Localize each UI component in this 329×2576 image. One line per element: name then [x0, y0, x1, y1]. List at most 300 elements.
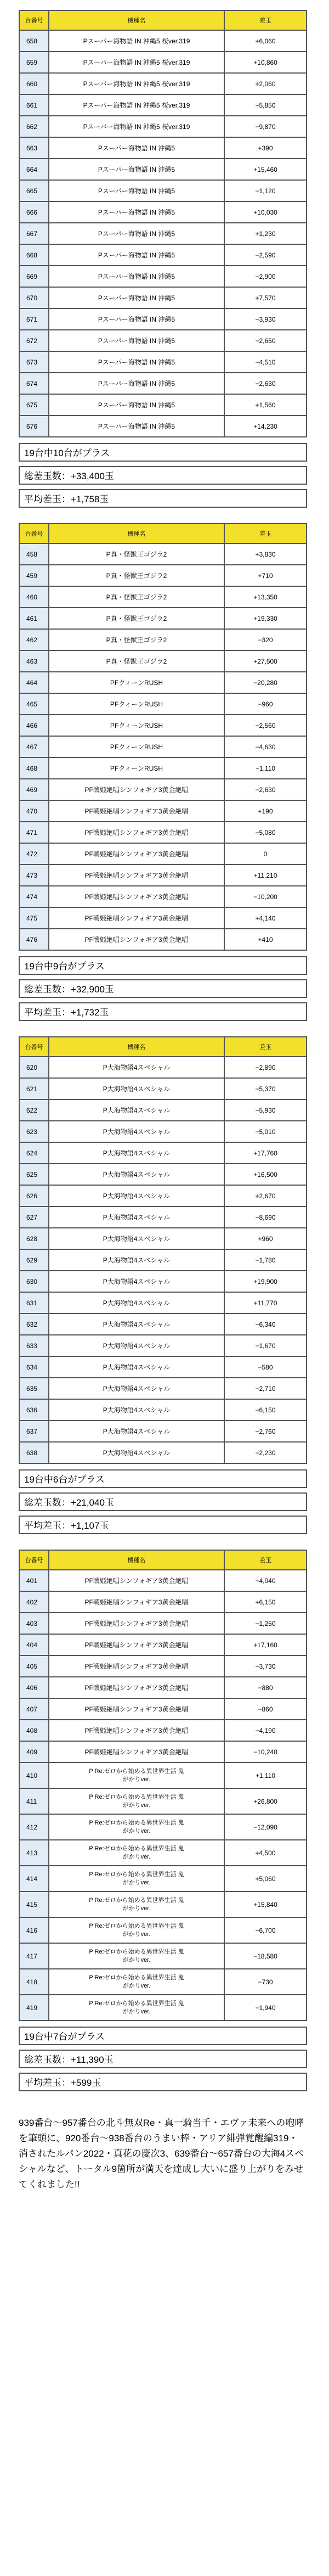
ball-diff-cell: +4,500: [224, 1840, 307, 1866]
ball-diff-cell: +6,060: [224, 30, 307, 52]
machine-number-cell: 468: [19, 757, 49, 779]
model-name-cell: P Re:ゼロから始める異世界生活 鬼がかりver.: [49, 1814, 224, 1840]
header-model-name: 機種名: [49, 1550, 224, 1570]
machine-table: [19, 10, 307, 437]
machine-number-cell: 416: [19, 1917, 49, 1943]
table-row: [19, 608, 307, 629]
model-name-cell: Pスーパー海物語 IN 沖縄5: [49, 266, 224, 287]
ball-diff-cell: +2,670: [224, 1185, 307, 1206]
ball-diff-cell: −18,580: [224, 1943, 307, 1969]
machine-number-cell: 463: [19, 650, 49, 672]
model-name-cell: PF戦姫絶唱シンフォギア3黄金絶唱: [49, 865, 224, 886]
model-name-cell: Pスーパー海物語 IN 沖縄5 桜ver.319: [49, 52, 224, 73]
ball-diff-cell: −860: [224, 1698, 307, 1720]
ball-diff-cell: −2,630: [224, 373, 307, 394]
header-ball-diff: 差玉: [224, 10, 307, 30]
model-name-cell: P大海物語4スペシャル: [49, 1121, 224, 1142]
ball-diff-cell: −5,080: [224, 822, 307, 843]
machine-number-cell: 661: [19, 94, 49, 116]
table-row: [19, 1399, 307, 1421]
machine-number-cell: 625: [19, 1164, 49, 1185]
table-row: [19, 865, 307, 886]
machine-number-cell: 415: [19, 1892, 49, 1917]
total-diff-summary: 総差玉数：+33,400玉: [19, 466, 307, 485]
table-row: [19, 1356, 307, 1378]
machine-number-cell: 671: [19, 308, 49, 330]
model-name-cell: P大海物語4スペシャル: [49, 1206, 224, 1228]
model-name-cell: P大海物語4スペシャル: [49, 1185, 224, 1206]
total-diff-summary: 総差玉数：+11,390玉: [19, 2050, 307, 2068]
table-row: [19, 373, 307, 394]
model-name-cell: Pスーパー海物語 IN 沖縄5: [49, 159, 224, 180]
model-name-cell: P Re:ゼロから始める異世界生活 鬼がかりver.: [49, 1763, 224, 1788]
machine-number-cell: 665: [19, 180, 49, 201]
model-name-cell: Pスーパー海物語 IN 沖縄5: [49, 287, 224, 308]
model-name-cell: P Re:ゼロから始める異世界生活 鬼がかりver.: [49, 1788, 224, 1814]
model-name-cell: PF戦姫絶唱シンフォギア3黄金絶唱: [49, 822, 224, 843]
ball-diff-cell: −4,510: [224, 351, 307, 373]
ball-diff-cell: −580: [224, 1356, 307, 1378]
machine-number-cell: 405: [19, 1655, 49, 1677]
ball-diff-cell: −4,190: [224, 1720, 307, 1741]
machine-number-cell: 464: [19, 672, 49, 693]
table-row: [19, 1763, 307, 1788]
model-name-cell: P Re:ゼロから始める異世界生活 鬼がかりver.: [49, 1943, 224, 1969]
machine-number-cell: 672: [19, 330, 49, 351]
machine-number-cell: 674: [19, 373, 49, 394]
model-name-cell: P大海物語4スペシャル: [49, 1399, 224, 1421]
summary-box: [19, 1469, 307, 1534]
machine-number-cell: 636: [19, 1399, 49, 1421]
table-row: [19, 1943, 307, 1969]
machine-number-cell: 466: [19, 715, 49, 736]
machine-number-cell: 409: [19, 1741, 49, 1763]
ball-diff-cell: +10,860: [224, 52, 307, 73]
table-row: [19, 94, 307, 116]
ball-diff-cell: −2,710: [224, 1378, 307, 1399]
model-name-cell: Pスーパー海物語 IN 沖縄5 桜ver.319: [49, 116, 224, 137]
model-name-cell: P大海物語4スペシャル: [49, 1099, 224, 1121]
model-name-cell: Pスーパー海物語 IN 沖縄5: [49, 330, 224, 351]
table-row: [19, 330, 307, 351]
model-name-cell: PF戦姫絶唱シンフォギア3黄金絶唱: [49, 779, 224, 800]
table-row: [19, 1720, 307, 1741]
ball-diff-cell: −6,700: [224, 1917, 307, 1943]
ball-diff-cell: 0: [224, 843, 307, 865]
table-row: [19, 1634, 307, 1655]
model-name-cell: P大海物語4スペシャル: [49, 1356, 224, 1378]
ball-diff-cell: +19,900: [224, 1271, 307, 1292]
model-name-cell: PF戦姫絶唱シンフォギア3黄金絶唱: [49, 907, 224, 929]
table-row: [19, 201, 307, 223]
table-row: [19, 1121, 307, 1142]
ball-diff-cell: −4,040: [224, 1570, 307, 1591]
ball-diff-cell: +14,230: [224, 416, 307, 437]
model-name-cell: P大海物語4スペシャル: [49, 1335, 224, 1356]
table-row: [19, 822, 307, 843]
table-row: [19, 1840, 307, 1866]
ball-diff-cell: −2,890: [224, 1057, 307, 1078]
machine-number-cell: 413: [19, 1840, 49, 1866]
ball-diff-cell: +4,140: [224, 907, 307, 929]
model-name-cell: P Re:ゼロから始める異世界生活 鬼がかりver.: [49, 1840, 224, 1866]
machine-section: [19, 1036, 307, 1550]
table-row: [19, 351, 307, 373]
machine-section: [19, 1550, 307, 2107]
machine-number-cell: 461: [19, 608, 49, 629]
total-diff-summary: 総差玉数：+21,040玉: [19, 1492, 307, 1511]
ball-diff-cell: +1,560: [224, 394, 307, 416]
ball-diff-cell: −1,940: [224, 1995, 307, 2021]
ball-diff-cell: −10,200: [224, 886, 307, 907]
ball-diff-cell: −5,850: [224, 94, 307, 116]
ball-diff-cell: −9,870: [224, 116, 307, 137]
machine-number-cell: 627: [19, 1206, 49, 1228]
average-diff-summary: 平均差玉：+1,107玉: [19, 1516, 307, 1534]
ball-diff-cell: +27,500: [224, 650, 307, 672]
machine-number-cell: 663: [19, 137, 49, 159]
machine-number-cell: 628: [19, 1228, 49, 1249]
table-row: [19, 1314, 307, 1335]
table-row: [19, 1892, 307, 1917]
machine-number-cell: 662: [19, 116, 49, 137]
ball-diff-cell: −6,340: [224, 1314, 307, 1335]
model-name-cell: P真・怪獣王ゴジラ2: [49, 543, 224, 565]
machine-number-cell: 475: [19, 907, 49, 929]
table-row: [19, 30, 307, 52]
table-row: [19, 929, 307, 950]
table-row: [19, 1249, 307, 1271]
model-name-cell: P大海物語4スペシャル: [49, 1228, 224, 1249]
machine-number-cell: 469: [19, 779, 49, 800]
ball-diff-cell: +13,350: [224, 586, 307, 608]
table-header-row: [19, 10, 307, 30]
average-diff-summary: 平均差玉：+599玉: [19, 2073, 307, 2091]
machine-number-cell: 669: [19, 266, 49, 287]
summary-box: [19, 443, 307, 508]
header-machine-number: 台番号: [19, 524, 49, 543]
machine-number-cell: 467: [19, 736, 49, 757]
ball-diff-cell: −20,280: [224, 672, 307, 693]
machine-number-cell: 470: [19, 800, 49, 822]
model-name-cell: PFクィーンRUSH: [49, 715, 224, 736]
header-machine-number: 台番号: [19, 10, 49, 30]
table-row: [19, 1228, 307, 1249]
table-row: [19, 116, 307, 137]
machine-number-cell: 476: [19, 929, 49, 950]
model-name-cell: Pスーパー海物語 IN 沖縄5: [49, 223, 224, 244]
model-name-cell: P大海物語4スペシャル: [49, 1142, 224, 1164]
table-row: [19, 1741, 307, 1763]
machine-number-cell: 406: [19, 1677, 49, 1698]
average-diff-summary: 平均差玉：+1,732玉: [19, 1002, 307, 1021]
machine-number-cell: 458: [19, 543, 49, 565]
total-diff-summary: 総差玉数：+32,900玉: [19, 979, 307, 998]
ball-diff-cell: +1,230: [224, 223, 307, 244]
machine-number-cell: 411: [19, 1788, 49, 1814]
model-name-cell: PF戦姫絶唱シンフォギア3黄金絶唱: [49, 1591, 224, 1613]
table-row: [19, 672, 307, 693]
model-name-cell: P Re:ゼロから始める異世界生活 鬼がかりver.: [49, 1866, 224, 1892]
model-name-cell: Pスーパー海物語 IN 沖縄5: [49, 201, 224, 223]
table-row: [19, 1677, 307, 1698]
table-row: [19, 1078, 307, 1099]
table-row: [19, 1591, 307, 1613]
table-row: [19, 1185, 307, 1206]
ball-diff-cell: −6,150: [224, 1399, 307, 1421]
table-header-row: [19, 524, 307, 543]
table-row: [19, 800, 307, 822]
machine-number-cell: 419: [19, 1995, 49, 2021]
machine-number-cell: 659: [19, 52, 49, 73]
model-name-cell: PF戦姫絶唱シンフォギア3黄金絶唱: [49, 1677, 224, 1698]
ball-diff-cell: −5,930: [224, 1099, 307, 1121]
model-name-cell: PFクィーンRUSH: [49, 672, 224, 693]
ball-diff-cell: +410: [224, 929, 307, 950]
table-row: [19, 287, 307, 308]
ball-diff-cell: −2,650: [224, 330, 307, 351]
ball-diff-cell: −2,630: [224, 779, 307, 800]
table-row: [19, 52, 307, 73]
machine-number-cell: 465: [19, 693, 49, 715]
model-name-cell: PF戦姫絶唱シンフォギア3黄金絶唱: [49, 1655, 224, 1677]
table-row: [19, 1206, 307, 1228]
ball-diff-cell: −960: [224, 693, 307, 715]
machine-number-cell: 460: [19, 586, 49, 608]
model-name-cell: PFクィーンRUSH: [49, 757, 224, 779]
model-name-cell: PF戦姫絶唱シンフォギア3黄金絶唱: [49, 929, 224, 950]
ball-diff-cell: −320: [224, 629, 307, 650]
model-name-cell: P大海物語4スペシャル: [49, 1442, 224, 1463]
machine-number-cell: 666: [19, 201, 49, 223]
machine-number-cell: 664: [19, 159, 49, 180]
machine-table: [19, 523, 307, 951]
table-header-row: [19, 1550, 307, 1570]
machine-number-cell: 407: [19, 1698, 49, 1720]
model-name-cell: P大海物語4スペシャル: [49, 1057, 224, 1078]
ball-diff-cell: +26,800: [224, 1788, 307, 1814]
ball-diff-cell: +190: [224, 800, 307, 822]
ball-diff-cell: −2,230: [224, 1442, 307, 1463]
machine-number-cell: 417: [19, 1943, 49, 1969]
plus-count-summary: 19台中10台がプラス: [19, 443, 307, 462]
table-row: [19, 1164, 307, 1185]
machine-number-cell: 418: [19, 1969, 49, 1995]
machine-section: [19, 523, 307, 1036]
machine-number-cell: 474: [19, 886, 49, 907]
ball-diff-cell: +10,030: [224, 201, 307, 223]
ball-diff-cell: +5,060: [224, 1866, 307, 1892]
ball-diff-cell: +1,110: [224, 1763, 307, 1788]
table-row: [19, 650, 307, 672]
model-name-cell: Pスーパー海物語 IN 沖縄5: [49, 308, 224, 330]
summary-box: [19, 2027, 307, 2091]
model-name-cell: P大海物語4スペシャル: [49, 1378, 224, 1399]
table-row: [19, 543, 307, 565]
ball-diff-cell: −730: [224, 1969, 307, 1995]
ball-diff-cell: +15,840: [224, 1892, 307, 1917]
model-name-cell: PF戦姫絶唱シンフォギア3黄金絶唱: [49, 800, 224, 822]
machine-number-cell: 634: [19, 1356, 49, 1378]
model-name-cell: P Re:ゼロから始める異世界生活 鬼がかりver.: [49, 1969, 224, 1995]
table-row: [19, 266, 307, 287]
machine-number-cell: 623: [19, 1121, 49, 1142]
model-name-cell: Pスーパー海物語 IN 沖縄5: [49, 244, 224, 266]
machine-number-cell: 670: [19, 287, 49, 308]
model-name-cell: P大海物語4スペシャル: [49, 1078, 224, 1099]
machine-number-cell: 402: [19, 1591, 49, 1613]
machine-number-cell: 412: [19, 1814, 49, 1840]
ball-diff-cell: −8,690: [224, 1206, 307, 1228]
machine-number-cell: 622: [19, 1099, 49, 1121]
ball-diff-cell: −2,590: [224, 244, 307, 266]
model-name-cell: P真・怪獣王ゴジラ2: [49, 650, 224, 672]
ball-diff-cell: +3,830: [224, 543, 307, 565]
ball-diff-cell: −1,670: [224, 1335, 307, 1356]
model-name-cell: P真・怪獣王ゴジラ2: [49, 565, 224, 586]
machine-number-cell: 633: [19, 1335, 49, 1356]
header-ball-diff: 差玉: [224, 1037, 307, 1057]
plus-count-summary: 19台中9台がプラス: [19, 956, 307, 975]
model-name-cell: PF戦姫絶唱シンフォギア3黄金絶唱: [49, 1634, 224, 1655]
model-name-cell: P大海物語4スペシャル: [49, 1292, 224, 1314]
model-name-cell: P真・怪獣王ゴジラ2: [49, 608, 224, 629]
machine-number-cell: 638: [19, 1442, 49, 1463]
model-name-cell: Pスーパー海物語 IN 沖縄5 桜ver.319: [49, 94, 224, 116]
machine-number-cell: 675: [19, 394, 49, 416]
table-row: [19, 843, 307, 865]
plus-count-summary: 19台中6台がプラス: [19, 1469, 307, 1488]
table-row: [19, 223, 307, 244]
table-row: [19, 586, 307, 608]
machine-number-cell: 473: [19, 865, 49, 886]
ball-diff-cell: +19,330: [224, 608, 307, 629]
machine-number-cell: 626: [19, 1185, 49, 1206]
model-name-cell: P Re:ゼロから始める異世界生活 鬼がかりver.: [49, 1917, 224, 1943]
machine-number-cell: 660: [19, 73, 49, 94]
header-ball-diff: 差玉: [224, 1550, 307, 1570]
model-name-cell: PFクィーンRUSH: [49, 693, 224, 715]
machine-number-cell: 471: [19, 822, 49, 843]
table-row: [19, 1421, 307, 1442]
ball-diff-cell: −1,120: [224, 180, 307, 201]
header-model-name: 機種名: [49, 524, 224, 543]
table-row: [19, 1995, 307, 2021]
table-row: [19, 308, 307, 330]
machine-number-cell: 410: [19, 1763, 49, 1788]
ball-diff-cell: +17,760: [224, 1142, 307, 1164]
machine-number-cell: 624: [19, 1142, 49, 1164]
ball-diff-cell: −2,760: [224, 1421, 307, 1442]
table-row: [19, 1335, 307, 1356]
table-row: [19, 1057, 307, 1078]
ball-diff-cell: −3,930: [224, 308, 307, 330]
machine-number-cell: 414: [19, 1866, 49, 1892]
model-name-cell: Pスーパー海物語 IN 沖縄5: [49, 180, 224, 201]
ball-diff-cell: +6,150: [224, 1591, 307, 1613]
machine-number-cell: 635: [19, 1378, 49, 1399]
table-row: [19, 1271, 307, 1292]
model-name-cell: PF戦姫絶唱シンフォギア3黄金絶唱: [49, 843, 224, 865]
table-row: [19, 1969, 307, 1995]
average-diff-summary: 平均差玉：+1,758玉: [19, 489, 307, 508]
model-name-cell: P大海物語4スペシャル: [49, 1271, 224, 1292]
machine-number-cell: 629: [19, 1249, 49, 1271]
machine-number-cell: 401: [19, 1570, 49, 1591]
header-ball-diff: 差玉: [224, 524, 307, 543]
model-name-cell: P真・怪獣王ゴジラ2: [49, 586, 224, 608]
machine-number-cell: 621: [19, 1078, 49, 1099]
ball-diff-cell: +16,500: [224, 1164, 307, 1185]
model-name-cell: PFクィーンRUSH: [49, 736, 224, 757]
table-row: [19, 565, 307, 586]
machine-number-cell: 631: [19, 1292, 49, 1314]
outro-text: 939番台〜957番台の北斗無双Re・真一騎当千・エヴァ未来への咆哮を筆頭に、920番台〜938番台のうまい棒・アリア緋弾覚醒編319・消されたルパン2022・真花の慶次3、639番台〜657番台の大海4スペシャルなど、トータル9箇所が満天を達成し大いに盛り上がりをみせてくれました!!: [19, 2118, 304, 2190]
machine-number-cell: 668: [19, 244, 49, 266]
machine-number-cell: 408: [19, 1720, 49, 1741]
machine-number-cell: 620: [19, 1057, 49, 1078]
ball-diff-cell: −3,730: [224, 1655, 307, 1677]
machine-table: [19, 1036, 307, 1464]
model-name-cell: PF戦姫絶唱シンフォギア3黄金絶唱: [49, 1698, 224, 1720]
ball-diff-cell: −1,110: [224, 757, 307, 779]
table-row: [19, 180, 307, 201]
ball-diff-cell: +390: [224, 137, 307, 159]
table-row: [19, 1655, 307, 1677]
ball-diff-cell: +7,570: [224, 287, 307, 308]
table-row: [19, 779, 307, 800]
ball-diff-cell: +11,770: [224, 1292, 307, 1314]
model-name-cell: Pスーパー海物語 IN 沖縄5: [49, 351, 224, 373]
ball-diff-cell: +2,060: [224, 73, 307, 94]
ball-diff-cell: −1,250: [224, 1613, 307, 1634]
machine-number-cell: 404: [19, 1634, 49, 1655]
machine-number-cell: 459: [19, 565, 49, 586]
machine-number-cell: 462: [19, 629, 49, 650]
model-name-cell: P Re:ゼロから始める異世界生活 鬼がかりver.: [49, 1995, 224, 2021]
table-row: [19, 886, 307, 907]
table-row: [19, 1814, 307, 1840]
model-name-cell: Pスーパー海物語 IN 沖縄5: [49, 373, 224, 394]
ball-diff-cell: −2,900: [224, 266, 307, 287]
table-row: [19, 1917, 307, 1943]
machine-number-cell: 403: [19, 1613, 49, 1634]
ball-diff-cell: +960: [224, 1228, 307, 1249]
model-name-cell: Pスーパー海物語 IN 沖縄5: [49, 394, 224, 416]
table-row: [19, 1142, 307, 1164]
table-row: [19, 1698, 307, 1720]
model-name-cell: Pスーパー海物語 IN 沖縄5 桜ver.319: [49, 73, 224, 94]
machine-number-cell: 472: [19, 843, 49, 865]
ball-diff-cell: +17,160: [224, 1634, 307, 1655]
table-row: [19, 1866, 307, 1892]
table-row: [19, 159, 307, 180]
ball-diff-cell: −1,780: [224, 1249, 307, 1271]
table-row: [19, 73, 307, 94]
header-machine-number: 台番号: [19, 1037, 49, 1057]
table-row: [19, 137, 307, 159]
machine-number-cell: 630: [19, 1271, 49, 1292]
model-name-cell: PF戦姫絶唱シンフォギア3黄金絶唱: [49, 1741, 224, 1763]
table-header-row: [19, 1037, 307, 1057]
ball-diff-cell: +11,210: [224, 865, 307, 886]
machine-section: [19, 10, 307, 523]
model-name-cell: P大海物語4スペシャル: [49, 1421, 224, 1442]
model-name-cell: PF戦姫絶唱シンフォギア3黄金絶唱: [49, 886, 224, 907]
table-row: [19, 244, 307, 266]
ball-diff-cell: −5,370: [224, 1078, 307, 1099]
machine-table: [19, 1550, 307, 2021]
